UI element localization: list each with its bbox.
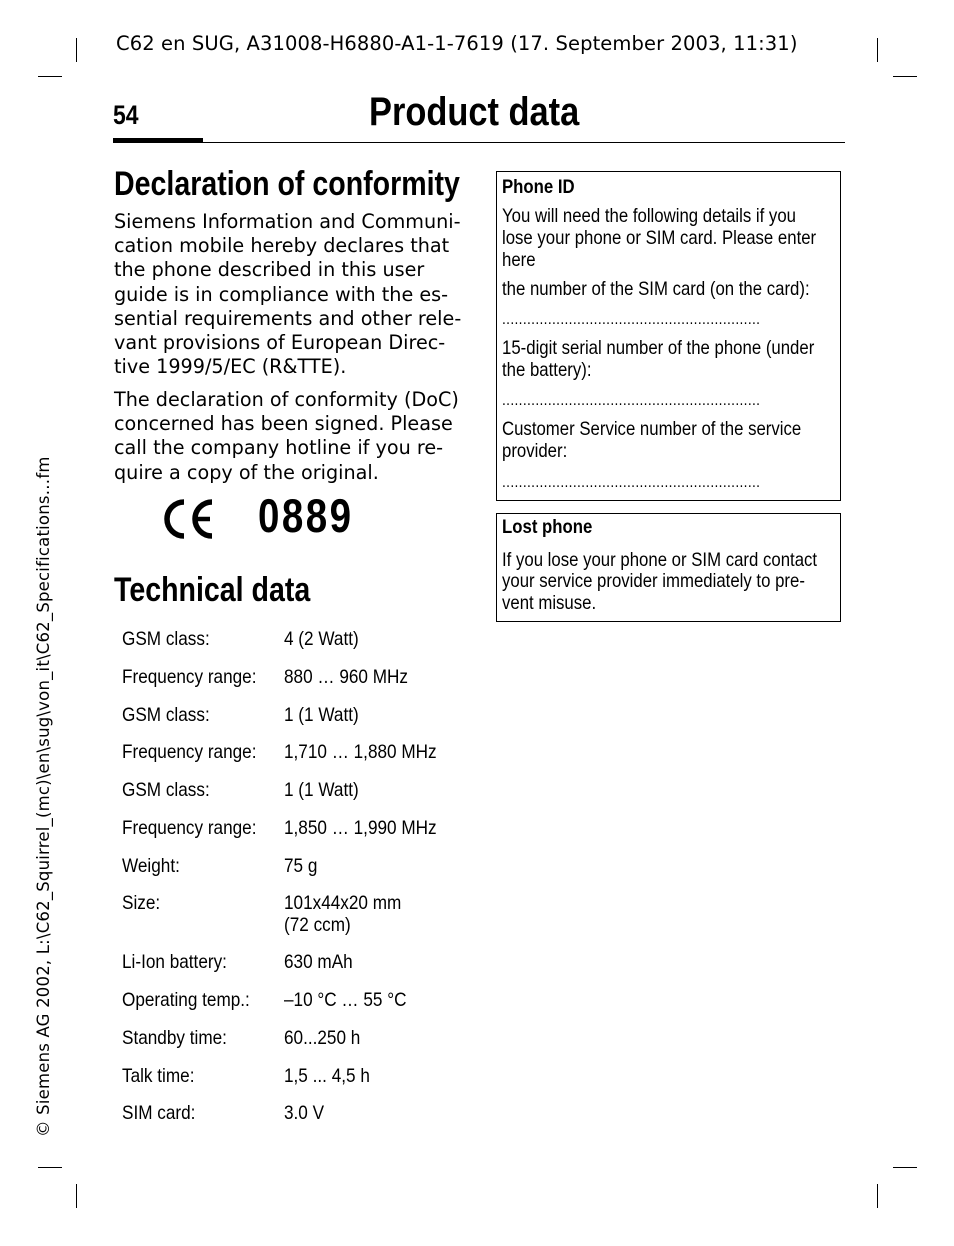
spec-value-line-2: (72 ccm) [284,914,351,936]
phone-id-intro-line: You will need the following details if you [502,205,796,227]
spec-label: Operating temp.: [122,989,250,1011]
technical-heading: Technical data [114,571,311,609]
page-title: Product data [369,90,580,134]
page-number: 54 [113,100,139,130]
text-line: sential requirements and other rele- [114,306,462,330]
spec-value: 1 (1 Watt) [284,704,359,726]
side-file-note: © Siemens AG 2002, L:\C62_Squirrel_(mc)\en\sug\von_it\C62_Specifications…fm [34,456,53,1137]
serial-number-label: the battery): [502,359,592,381]
lost-phone-line: your service provider immediately to pre- [502,570,805,592]
text-line: Siemens Information and Communi- [114,210,461,233]
spec-value: 75 g [284,855,318,877]
phone-id-intro-line: lose your phone or SIM card. Please enter [502,227,817,249]
text-line: concerned has been signed. Please [114,412,453,436]
declaration-paragraph-1 [114,210,464,379]
crop-mark [877,1184,878,1208]
sim-number-label: the number of the SIM card (on the card): [502,278,810,300]
spec-label: Standby time: [122,1027,227,1049]
spec-label: Talk time: [122,1065,195,1087]
title-rule [113,142,845,143]
service-number-label: provider: [502,440,568,462]
ce-mark-icon [160,496,220,542]
declaration-paragraph-2 [114,388,464,485]
phone-id-title: Phone ID [502,176,575,198]
spec-value: 4 (2 Watt) [284,628,359,650]
spec-label: Li-Ion battery: [122,951,227,973]
text-line: quire a copy of the original. [114,460,379,484]
text-line: vant provisions of European Direc- [114,331,446,355]
text-line: call the company hotline if you re- [114,436,444,460]
spec-label: Size: [122,892,161,914]
spec-value: 1,850 … 1,990 MHz [284,817,437,839]
text-line: cation mobile hereby declares that [114,234,450,258]
crop-mark [76,38,77,62]
serial-number-fill-line: .............................................................. [502,392,761,409]
crop-mark [38,76,62,77]
declaration-heading: Declaration of conformity [114,165,460,203]
crop-mark [877,38,878,62]
spec-label: GSM class: [122,779,210,801]
spec-label: GSM class: [122,704,210,726]
spec-label: Weight: [122,855,180,877]
crop-mark [38,1167,62,1168]
spec-value: 1,5 ... 4,5 h [284,1065,370,1087]
spec-value: 880 … 960 MHz [284,666,408,688]
phone-id-intro-line: here [502,249,536,271]
spec-value: 3.0 V [284,1102,325,1124]
ce-number: 0889 [258,489,354,542]
crop-mark [893,1167,917,1168]
crop-mark [76,1184,77,1208]
service-number-label: Customer Service number of the service [502,418,802,440]
spec-value: 101x44x20 mm [284,892,402,914]
text-line: the phone described in this user [114,258,425,282]
serial-number-label: 15-digit serial number of the phone (under [502,337,815,359]
service-number-fill-line: .............................................................. [502,474,761,491]
running-head: C62 en SUG, A31008-H6880-A1-1-7619 (17. September 2003, 11:31) [116,32,798,55]
text-line: tive 1999/5/EC (R&TTE). [114,355,347,379]
sim-number-fill-line: .............................................................. [502,311,761,328]
spec-value: 630 mAh [284,951,353,973]
lost-phone-line: If you lose your phone or SIM card contact [502,549,818,571]
spec-label: Frequency range: [122,741,257,763]
spec-value: 1,710 … 1,880 MHz [284,741,437,763]
spec-label: Frequency range: [122,666,257,688]
spec-value: 1 (1 Watt) [284,779,359,801]
spec-label: SIM card: [122,1102,196,1124]
lost-phone-line: vent misuse. [502,592,597,614]
spec-value: 60...250 h [284,1027,361,1049]
spec-value: –10 °C … 55 °C [284,989,407,1011]
spec-label: Frequency range: [122,817,257,839]
spec-label: GSM class: [122,628,210,650]
lost-phone-title: Lost phone [502,516,593,538]
crop-mark [893,76,917,77]
text-line: The declaration of conformity (DoC) [114,388,459,411]
text-line: guide is in compliance with the es- [114,282,449,306]
